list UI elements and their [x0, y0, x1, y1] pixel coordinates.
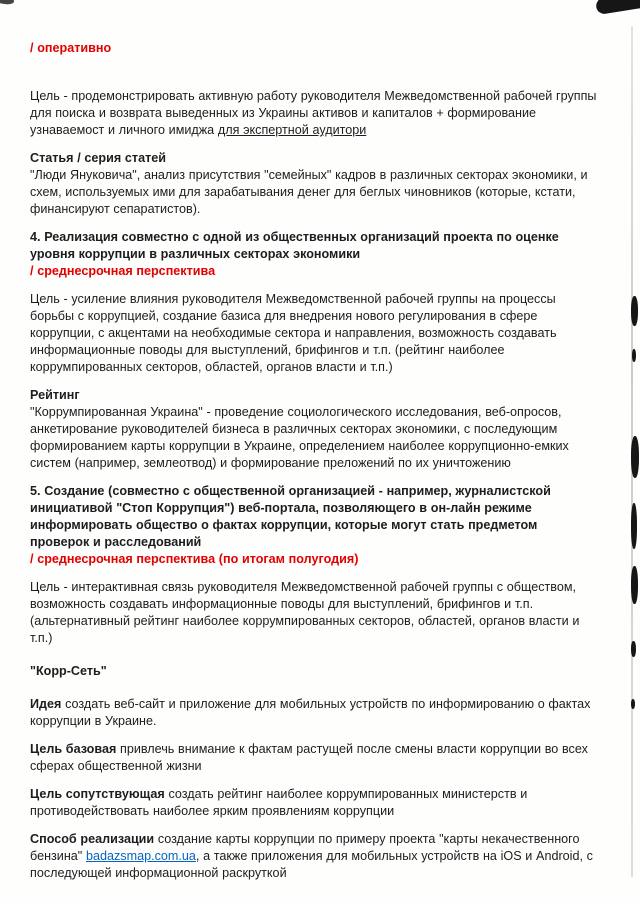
note-midterm-halfyear	[30, 551, 598, 568]
goal-paragraph-1	[30, 88, 598, 139]
heading-article-series	[30, 150, 598, 167]
text-run: Статья / серия статей	[30, 151, 167, 165]
text-run: / среднесрочная перспектива (по итогам полугодия)	[30, 552, 359, 566]
note-midterm	[30, 263, 598, 280]
text-run: "Коррумпированная Украина" - проведение социологического исследования, веб-опросов, анкетирование руководителей бизнеса в различных секторах экономики, с последующим формированием карты коррупции в Украине, определением наиболее коррупционно-емких систем (например, землеотвод) и формирование преложений по их уничтожению	[30, 405, 569, 470]
text-run: Цель - интерактивная связь руководителя Межведомственной рабочей группы с обществом, возможность создавать информационные поводы для выступлений, брифингов и т.п. (альтернативный рейтинг наиболее коррумпированных секторов, областей, органов власти и т.п.)	[30, 580, 580, 645]
heading-item-5	[30, 483, 598, 551]
rating-paragraph	[30, 404, 598, 472]
text-run: создание карты коррупции по примеру проекта "карты некачественного бензина"	[30, 832, 580, 863]
note-operational	[30, 40, 598, 57]
article-series-paragraph	[30, 167, 598, 218]
goal-paragraph-3	[30, 579, 598, 647]
text-run: Рейтинг	[30, 388, 80, 402]
text-run: Цель - усиление влияния руководителя Межведомственной рабочей группы на процессы борьбы с коррупцией, создание базиса для внедрения нового регулирования в сфере коррупции, с акцентами на необходимые сектора и направления, возможность создавать информационные поводы для выступлений, брифингов и т.п. (рейтинг наиболее коррумпированных секторов, областей, органов власти и т.п.)	[30, 292, 557, 374]
idea-paragraph	[30, 696, 598, 730]
text-run: , а также приложения для мобильных устройств на iOS и Android, с последующей информационной раскруткой	[30, 849, 593, 880]
text-run: привлечь внимание к фактам растущей после смены власти коррупции во всех сферах общественной жизни	[30, 742, 588, 773]
text-run: "Корр-Сеть"	[30, 664, 107, 678]
text-run: "Люди Януковича", анализ присутствия "семейных" кадров в различных секторах экономики, и схем, используемых ими для зарабатывания денег для беглых чиновников (которые, кстати, финансируют сепаратистов).	[30, 168, 588, 216]
text-run: / среднесрочная перспектива	[30, 264, 216, 278]
text-run: создать веб-сайт и приложение для мобильных устройств по информированию о фактах коррупции в Украине.	[30, 697, 591, 728]
link-badazsmap[interactable]: badazsmap.com.ua	[85, 849, 196, 863]
secondary-goal-paragraph	[30, 786, 598, 820]
text-run: Цель базовая	[30, 742, 117, 756]
text-run: Цель сопутствующая	[30, 787, 165, 801]
text-run: Цель - продемонстрировать активную работу руководителя Межведомственной рабочей группы для поиска и возврата выведенных из Украины активов и капиталов + формирование узнаваемост и личного имиджа	[30, 89, 597, 137]
text-run: Способ реализации	[30, 832, 155, 846]
heading-item-4	[30, 229, 598, 263]
text-run: Идея	[30, 697, 62, 711]
base-goal-paragraph	[30, 741, 598, 775]
text-run: / оперативно	[30, 41, 112, 55]
heading-korr-set	[30, 663, 598, 680]
text-run: 4. Реализация совместно с одной из общественных организаций проекта по оценке уровня коррупции в различных секторах экономики	[30, 230, 559, 261]
text-run: для экспертной аудитори	[217, 123, 367, 137]
goal-paragraph-2	[30, 291, 598, 376]
implementation-paragraph	[30, 831, 598, 882]
text-run: создать рейтинг наиболее коррумпированных министерств и противодействовать наиболее ярким проявлениям коррупции	[30, 787, 528, 818]
heading-rating	[30, 387, 598, 404]
text-run: 5. Создание (совместно с общественной организацией - например, журналистской инициативой "Стоп Коррупция") веб-портала, позволяющего в он-лайн режиме информировать общество о фактах коррупции, которые могут стать предметом проверок и расследований	[30, 484, 551, 549]
